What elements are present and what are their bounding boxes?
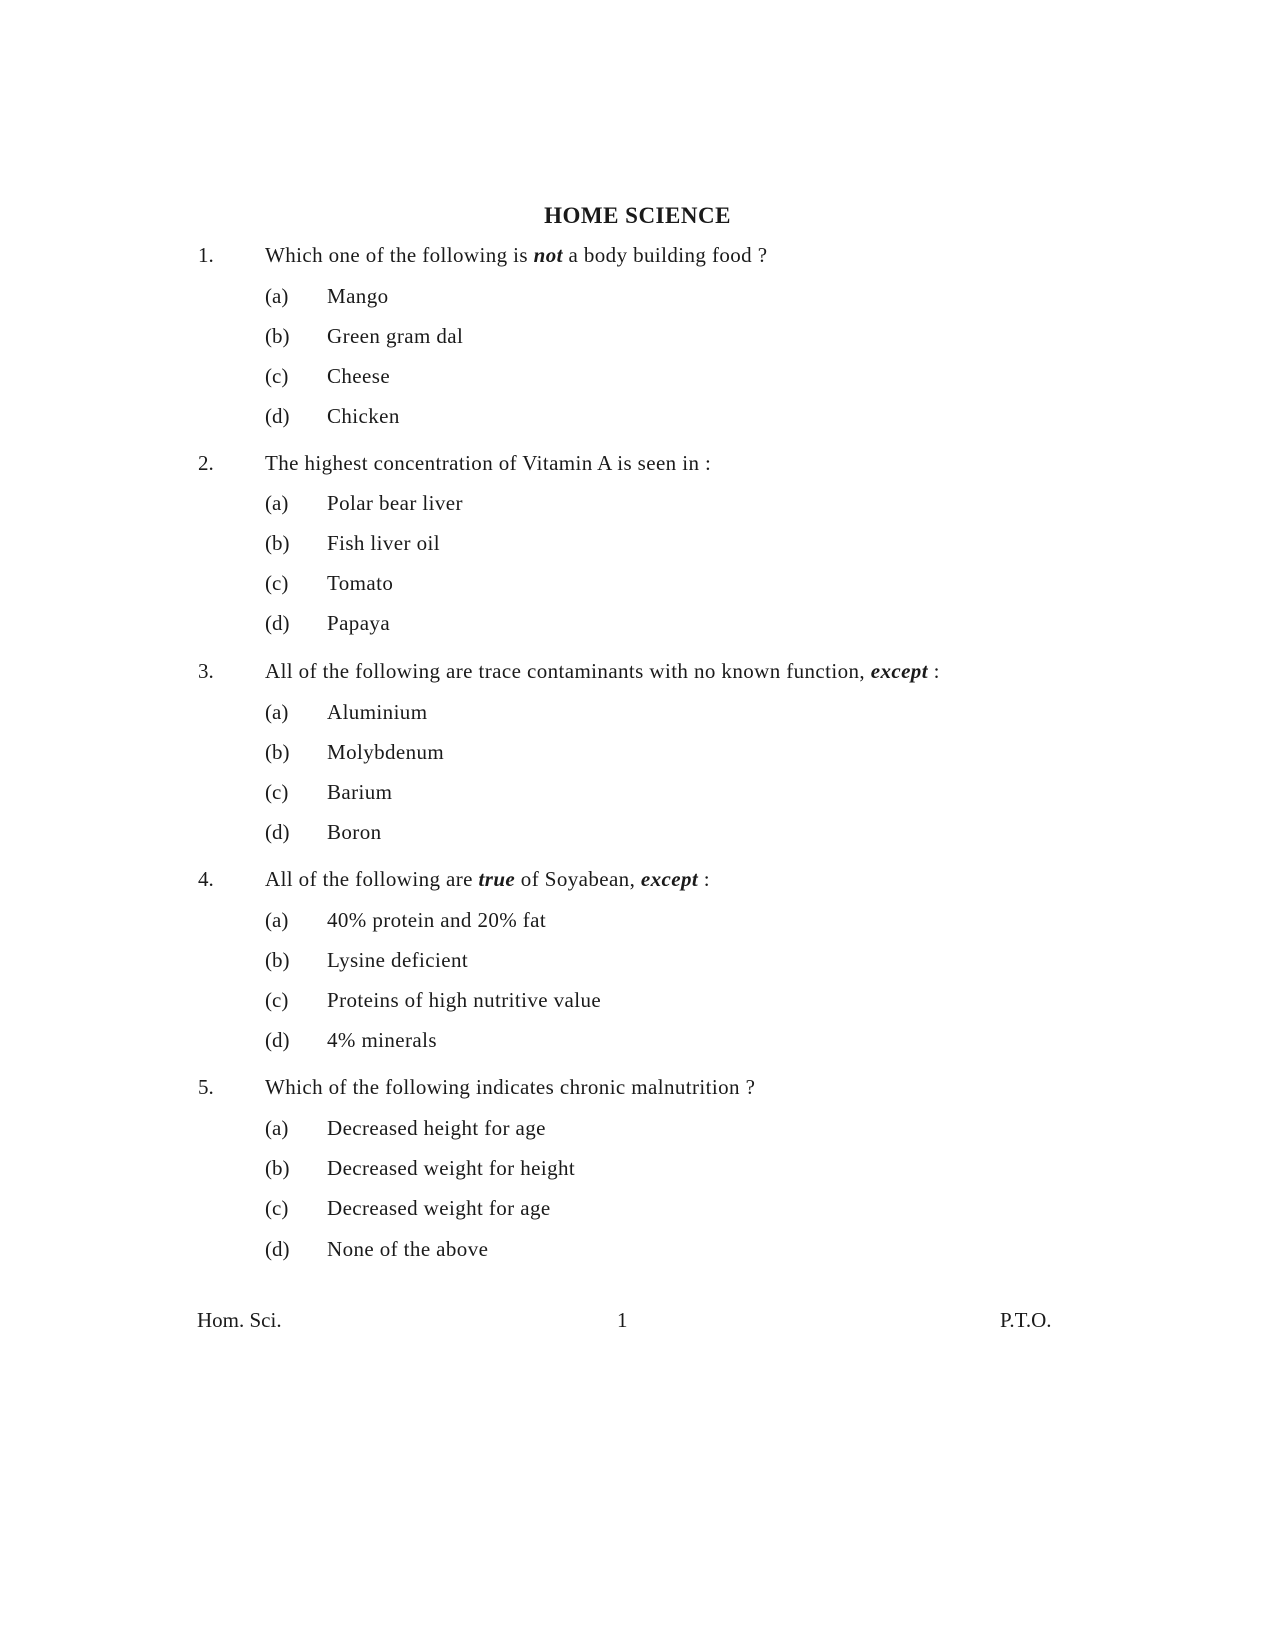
question-5 <box>0 1075 1275 1285</box>
option-c <box>0 780 1275 810</box>
option-c <box>0 988 1275 1018</box>
option-a <box>0 491 1275 521</box>
option-text: Chicken <box>327 404 400 428</box>
question-text: Which of the following indicates chronic malnutrition ? <box>265 1075 756 1099</box>
footer-page-number: 1 <box>617 1308 628 1332</box>
option-b <box>0 531 1275 561</box>
option-text: 4% minerals <box>327 1028 437 1052</box>
option-key: (c) <box>265 571 289 595</box>
option-text: Tomato <box>327 571 394 595</box>
option-text: Decreased weight for height <box>327 1156 576 1180</box>
option-text: Decreased height for age <box>327 1116 546 1140</box>
option-key: (c) <box>265 988 289 1012</box>
option-text: Proteins of high nutritive value <box>327 988 602 1012</box>
option-text: Polar bear liver <box>327 491 463 515</box>
question-text: Which one of the following is not a body building food ? <box>265 243 768 267</box>
option-text: Green gram dal <box>327 324 464 348</box>
option-key: (c) <box>265 1196 289 1220</box>
option-key: (b) <box>265 324 290 348</box>
option-b <box>0 324 1275 354</box>
option-key: (b) <box>265 1156 290 1180</box>
option-d <box>0 404 1275 434</box>
option-d <box>0 611 1275 641</box>
option-text: Cheese <box>327 364 391 388</box>
question-4 <box>0 867 1275 1077</box>
option-text: Papaya <box>327 611 391 635</box>
option-key: (d) <box>265 820 290 844</box>
option-key: (d) <box>265 611 290 635</box>
option-key: (a) <box>265 700 289 724</box>
option-key: (d) <box>265 404 290 428</box>
option-text: 40% protein and 20% fat <box>327 908 547 932</box>
option-key: (d) <box>265 1237 290 1261</box>
option-text: Decreased weight for age <box>327 1196 551 1220</box>
page-title: HOME SCIENCE <box>544 203 731 228</box>
option-key: (a) <box>265 491 289 515</box>
option-a <box>0 908 1275 938</box>
option-a <box>0 1116 1275 1146</box>
option-a <box>0 284 1275 314</box>
question-text: All of the following are trace contaminants with no known function, except : <box>265 659 940 683</box>
option-key: (d) <box>265 1028 290 1052</box>
option-key: (b) <box>265 948 290 972</box>
option-b <box>0 1156 1275 1186</box>
option-text: Boron <box>327 820 382 844</box>
option-c <box>0 364 1275 394</box>
question-text: The highest concentration of Vitamin A is seen in : <box>265 451 712 475</box>
option-b <box>0 948 1275 978</box>
option-d <box>0 1237 1275 1267</box>
question-number: 5. <box>198 1075 214 1099</box>
option-b <box>0 740 1275 770</box>
option-text: Fish liver oil <box>327 531 440 555</box>
option-text: None of the above <box>327 1237 489 1261</box>
question-3 <box>0 659 1275 869</box>
option-key: (a) <box>265 284 289 308</box>
option-text: Molybdenum <box>327 740 445 764</box>
question-1 <box>0 243 1275 453</box>
option-text: Aluminium <box>327 700 428 724</box>
option-c <box>0 1196 1275 1226</box>
option-key: (b) <box>265 740 290 764</box>
question-2 <box>0 451 1275 661</box>
question-text: All of the following are true of Soyabean, except : <box>265 867 710 891</box>
option-key: (c) <box>265 780 289 804</box>
footer-subject-code: Hom. Sci. <box>197 1308 282 1332</box>
option-c <box>0 571 1275 601</box>
question-number: 2. <box>198 451 214 475</box>
question-number: 4. <box>198 867 214 891</box>
option-text: Mango <box>327 284 389 308</box>
question-number: 3. <box>198 659 214 683</box>
option-key: (a) <box>265 908 289 932</box>
option-text: Lysine deficient <box>327 948 469 972</box>
option-key: (b) <box>265 531 290 555</box>
option-d <box>0 1028 1275 1058</box>
option-d <box>0 820 1275 850</box>
footer-pto: P.T.O. <box>1000 1308 1052 1332</box>
option-a <box>0 700 1275 730</box>
option-key: (a) <box>265 1116 289 1140</box>
question-number: 1. <box>198 243 214 267</box>
option-key: (c) <box>265 364 289 388</box>
option-text: Barium <box>327 780 393 804</box>
